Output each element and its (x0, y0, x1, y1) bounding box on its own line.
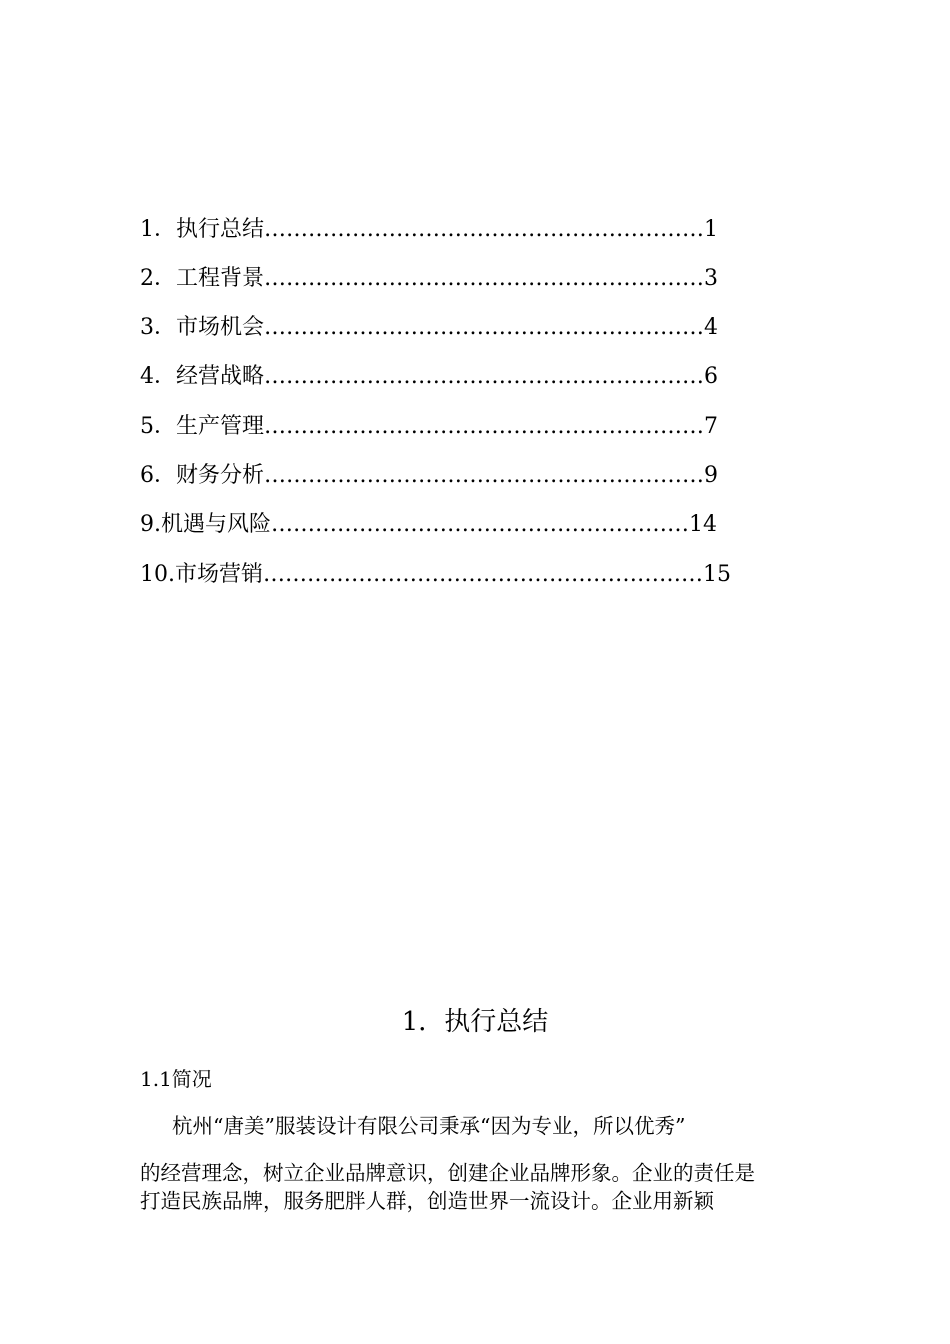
toc-entry-3[interactable] (140, 310, 718, 346)
toc-entry-title: 市场机会 (176, 315, 265, 340)
toc-entry-title: 经营战略 (176, 364, 265, 389)
toc-entry-leader: …………………………………………………… (264, 364, 705, 389)
paragraph-line-3: 打造民族品牌，服务肥胖人群，创造世界一流设计。企业用新颖 (140, 1189, 714, 1213)
toc-entry-number: 10. (140, 562, 175, 587)
toc-entry-6[interactable] (140, 458, 718, 494)
toc-entry-number: 5． (140, 414, 176, 439)
paragraph-line-2: 的经营理念，树立企业品牌意识，创建企业品牌形象。企业的责任是 (140, 1161, 755, 1185)
toc-entry-page: 15 (703, 562, 732, 587)
toc-entry-number: 3． (140, 315, 176, 340)
toc-entry-page: 6 (704, 364, 719, 389)
toc-entry-page: 3 (704, 266, 719, 291)
toc-entry-page: 9 (704, 463, 719, 488)
section-heading: 1．执行总结 (401, 1007, 549, 1037)
toc-entry-title: 机遇与风险 (161, 512, 272, 537)
toc-entry-9[interactable] (140, 507, 717, 543)
toc-entry-title: 财务分析 (176, 463, 265, 488)
toc-entry-leader: …………………………………………………… (264, 217, 705, 242)
toc-entry-number: 4． (140, 364, 176, 389)
toc-entry-leader: …………………………………………………… (264, 266, 705, 291)
toc-entry-number: 9. (140, 512, 161, 537)
toc-entry-2[interactable] (140, 261, 718, 297)
toc-entry-leader: …………………………………………………… (264, 463, 705, 488)
toc-entry-leader: …………………………………………………… (263, 562, 704, 587)
toc-entry-page: 7 (704, 414, 719, 439)
toc-entry-number: 1． (140, 217, 176, 242)
toc-entry-4[interactable] (140, 359, 718, 395)
toc-entry-page: 4 (704, 315, 719, 340)
toc-entry-leader: …………………………………………………… (264, 315, 705, 340)
paragraph-line-1: 杭州“唐美”服装设计有限公司秉承“因为专业，所以优秀” (172, 1114, 686, 1138)
toc-entry-10[interactable] (140, 557, 731, 593)
toc-entry-title: 执行总结 (176, 217, 265, 242)
toc-entry-5[interactable] (140, 409, 718, 445)
toc-entry-leader: ………………………………………………… (271, 512, 690, 537)
subsection-heading: 1.1简况 (140, 1067, 212, 1091)
toc-entry-leader: …………………………………………………… (264, 414, 705, 439)
toc-entry-1[interactable] (140, 212, 718, 248)
toc-entry-title: 市场营销 (175, 562, 264, 587)
toc-entry-page: 1 (704, 217, 719, 242)
toc-entry-title: 生产管理 (176, 414, 265, 439)
toc-entry-number: 6． (140, 463, 176, 488)
toc-entry-number: 2． (140, 266, 176, 291)
toc-entry-page: 14 (689, 512, 718, 537)
toc-entry-title: 工程背景 (176, 266, 265, 291)
